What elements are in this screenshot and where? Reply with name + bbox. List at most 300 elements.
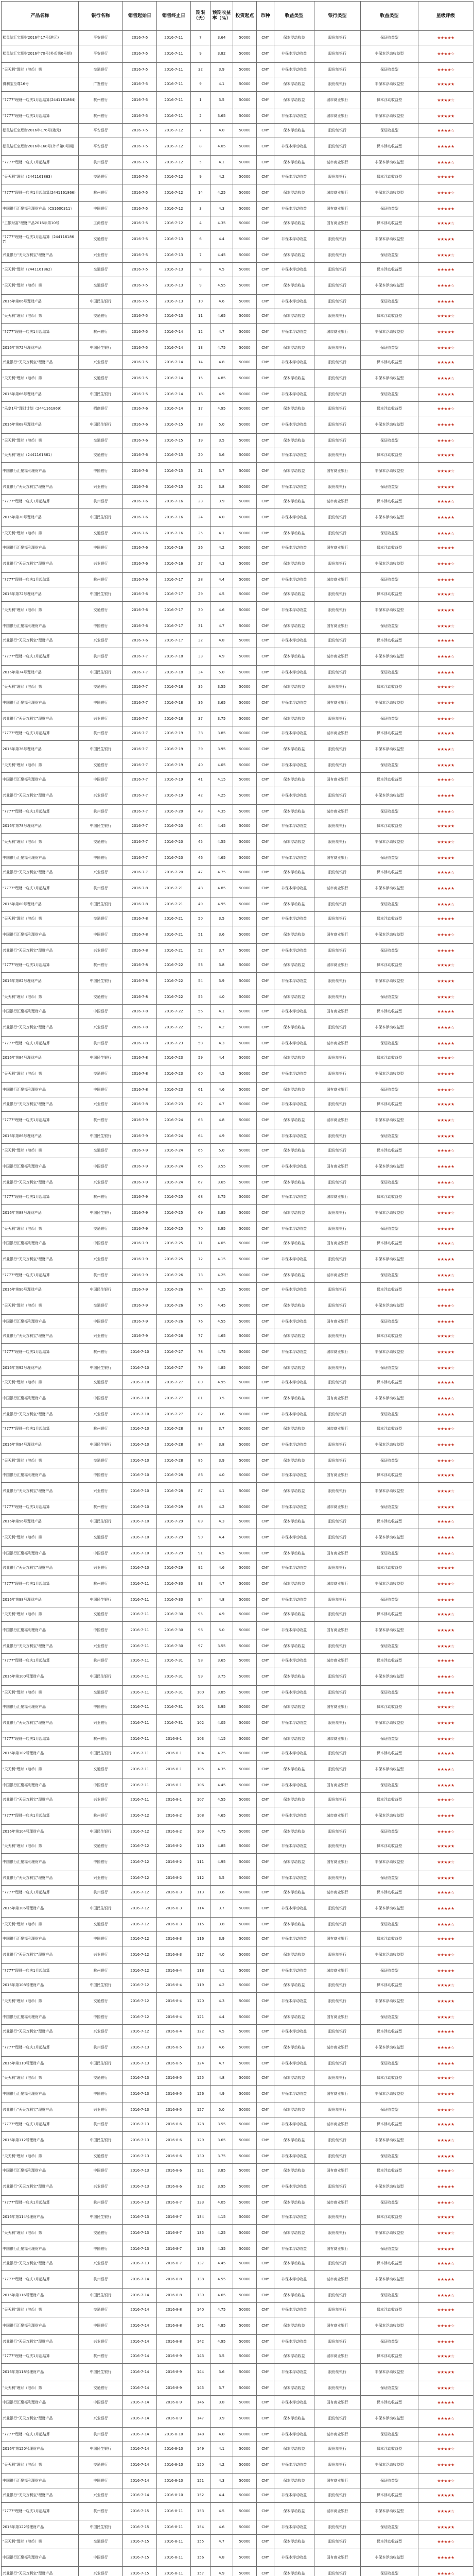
cell-income-type: 非保本浮动收益 — [274, 634, 314, 648]
cell-bank-type: 股份制银行 — [314, 712, 361, 726]
cell-expected-yield: 3.85 — [210, 726, 233, 741]
cell-bank-name: 中国银行 — [79, 1390, 123, 1408]
cell-expected-yield: 4.8 — [210, 634, 233, 648]
cell-expected-yield: 4.2 — [210, 541, 233, 555]
cell-sale-start: 2016-7-8 — [123, 880, 157, 897]
cell-sale-end: 2016-7-22 — [157, 973, 191, 990]
cell-sale-start: 2016-7-12 — [123, 1871, 157, 1886]
cell-term-days: 145 — [191, 2381, 210, 2396]
cell-yield-category: 保本浮动收益型 — [361, 1561, 418, 1575]
cell-star-rating: ★★★★☆ — [418, 619, 473, 634]
cell-sale-start: 2016-7-14 — [123, 2271, 157, 2289]
cell-star-rating: ★★★★☆ — [418, 2039, 473, 2057]
cell-term-days: 155 — [191, 2535, 210, 2549]
cell-income-type: 保本浮动收益 — [274, 2164, 314, 2178]
cell-sale-end: 2016-7-21 — [157, 880, 191, 897]
cell-min-investment: 50000 — [233, 1747, 257, 1761]
cell-income-type: 非保本浮动收益 — [274, 1932, 314, 1946]
cell-min-investment: 50000 — [233, 1686, 257, 1700]
header-bank-name: 银行名称 — [79, 2, 123, 31]
cell-sale-end: 2016-8-11 — [157, 2567, 191, 2576]
cell-sale-end: 2016-7-22 — [157, 990, 191, 1005]
cell-expected-yield: 4.55 — [210, 2271, 233, 2289]
cell-yield-category: 保证收益型 — [361, 851, 418, 866]
cell-sale-end: 2016-7-14 — [157, 355, 191, 370]
cell-sale-end: 2016-8-5 — [157, 2039, 191, 2057]
cell-yield-category: 保证收益型 — [361, 2149, 418, 2164]
cell-expected-yield: 3.9 — [210, 1932, 233, 1946]
cell-sale-start: 2016-7-9 — [123, 1268, 157, 1283]
cell-expected-yield: 4.2 — [210, 1019, 233, 1037]
cell-currency: CNY — [257, 1854, 274, 1871]
cell-currency: CNY — [257, 819, 274, 834]
cell-sale-end: 2016-7-14 — [157, 324, 191, 341]
cell-min-investment: 50000 — [233, 648, 257, 666]
cell-term-days: 37 — [191, 712, 210, 726]
cell-income-type: 保本浮动收益 — [274, 1019, 314, 1037]
table-row — [2, 2086, 473, 2103]
cell-star-rating: ★★★★☆ — [418, 341, 473, 355]
cell-product-name: 2016年第86号理财产品 — [2, 1129, 79, 1144]
cell-bank-type: 股份制银行 — [314, 1593, 361, 1607]
cell-sale-end: 2016-7-18 — [157, 680, 191, 694]
cell-term-days: 80 — [191, 1376, 210, 1390]
cell-bank-type: 股份制银行 — [314, 2303, 361, 2317]
table-row — [2, 1222, 473, 1236]
cell-term-days: 157 — [191, 2567, 210, 2576]
cell-product-name: 中国银行汇聚福利理财产品 — [2, 1315, 79, 1329]
cell-currency: CNY — [257, 990, 274, 1005]
cell-bank-name: 中国民生银行 — [79, 2210, 123, 2225]
cell-expected-yield: 5.0 — [210, 1144, 233, 1158]
cell-currency: CNY — [257, 170, 274, 184]
cell-sale-end: 2016-8-5 — [157, 2086, 191, 2103]
cell-bank-name: 杭州银行 — [79, 184, 123, 202]
cell-expected-yield: 3.75 — [210, 2149, 233, 2164]
cell-min-investment: 50000 — [233, 1993, 257, 2010]
cell-expected-yield: 3.9 — [210, 2410, 233, 2428]
cell-bank-name: 杭州银行 — [79, 1268, 123, 1283]
cell-expected-yield: 4.45 — [210, 819, 233, 834]
cell-sale-start: 2016-7-9 — [123, 1251, 157, 1268]
cell-bank-type: 股份制银行 — [314, 741, 361, 758]
cell-yield-category: 保证收益型 — [361, 1083, 418, 1097]
cell-expected-yield: 4.3 — [210, 1993, 233, 2010]
cell-bank-type: 股份制银行 — [314, 1639, 361, 1654]
cell-sale-end: 2016-8-5 — [157, 2057, 191, 2071]
cell-yield-category: 非保本浮动收益型 — [361, 2271, 418, 2289]
cell-bank-name: 中国银行 — [79, 1778, 123, 1793]
cell-star-rating: ★★★★★ — [418, 2025, 473, 2039]
cell-currency: CNY — [257, 1993, 274, 2010]
cell-bank-type: 国有商业银行 — [314, 1622, 361, 1639]
cell-star-rating: ★★★★★ — [418, 2242, 473, 2257]
cell-bank-name: 中国民生银行 — [79, 387, 123, 402]
cell-bank-type: 国有商业银行 — [314, 1236, 361, 1251]
table-row — [2, 138, 473, 156]
cell-bank-name: 中国银行 — [79, 1854, 123, 1871]
cell-sale-end: 2016-8-7 — [157, 2257, 191, 2271]
cell-product-name: 2016年第68号理财产品 — [2, 416, 79, 434]
cell-min-investment: 50000 — [233, 712, 257, 726]
cell-bank-type: 股份制银行 — [314, 1129, 361, 1144]
cell-expected-yield: 5.0 — [210, 666, 233, 680]
cell-bank-name: 中国民生银行 — [79, 1129, 123, 1144]
cell-bank-type: 城市商业银行 — [314, 1964, 361, 1978]
cell-currency: CNY — [257, 2271, 274, 2289]
cell-product-name: "天天利"理财（港币）第 — [2, 2071, 79, 2086]
cell-bank-type: 股份制银行 — [314, 1686, 361, 1700]
cell-bank-name: 中国银行 — [79, 773, 123, 787]
table-row — [2, 619, 473, 634]
cell-bank-name: 兴业银行 — [79, 248, 123, 263]
cell-bank-type: 股份制银行 — [314, 2381, 361, 2396]
cell-sale-end: 2016-8-2 — [157, 1871, 191, 1886]
cell-expected-yield: 4.3 — [210, 1037, 233, 1051]
cell-product-name: 2016年第66号理财产品 — [2, 387, 79, 402]
cell-sale-end: 2016-7-23 — [157, 1037, 191, 1051]
cell-income-type: 非保本浮动收益 — [274, 170, 314, 184]
cell-bank-type: 股份制银行 — [314, 45, 361, 63]
table-row — [2, 1454, 473, 1468]
cell-currency: CNY — [257, 880, 274, 897]
cell-star-rating: ★★★★★ — [418, 1747, 473, 1761]
cell-product-name: 2016年第102号理财产品 — [2, 1747, 79, 1761]
cell-term-days: 31 — [191, 619, 210, 634]
cell-yield-category: 保证收益型 — [361, 2103, 418, 2117]
cell-expected-yield: 4.1 — [210, 527, 233, 541]
cell-term-days: 76 — [191, 1315, 210, 1329]
cell-product-name: 兴业银行"天天万利宝"理财产品 — [2, 248, 79, 263]
cell-bank-type: 股份制银行 — [314, 602, 361, 619]
cell-sale-end: 2016-7-26 — [157, 1283, 191, 1297]
cell-product-name: "7777"理财一店庆1月起结算 — [2, 1190, 79, 1205]
cell-expected-yield: 4.6 — [210, 2520, 233, 2535]
cell-product-name: "7777"理财一店庆1月起结算 — [2, 1344, 79, 1361]
cell-min-investment: 50000 — [233, 124, 257, 138]
cell-product-name: 中国银行汇聚福利理财产品 — [2, 1158, 79, 1176]
cell-sale-start: 2016-7-13 — [123, 2242, 157, 2257]
cell-term-days: 7 — [191, 248, 210, 263]
cell-bank-name: 杭州银行 — [79, 1964, 123, 1978]
cell-term-days: 123 — [191, 2039, 210, 2057]
cell-expected-yield: 4.25 — [210, 2225, 233, 2242]
table-row — [2, 1946, 473, 1964]
cell-bank-type: 国有商业银行 — [314, 1778, 361, 1793]
table-row — [2, 787, 473, 805]
cell-sale-start: 2016-7-9 — [123, 1112, 157, 1129]
cell-sale-end: 2016-7-16 — [157, 541, 191, 555]
cell-bank-type: 城市商业银行 — [314, 1112, 361, 1129]
cell-min-investment: 50000 — [233, 2210, 257, 2225]
cell-currency: CNY — [257, 694, 274, 712]
cell-product-name: 兴业银行"天天万利宝"理财产品 — [2, 1019, 79, 1037]
cell-min-investment: 50000 — [233, 1329, 257, 1344]
header-sale-end: 销售终止日 — [157, 2, 191, 31]
cell-term-days: 35 — [191, 680, 210, 694]
cell-currency: CNY — [257, 2057, 274, 2071]
cell-expected-yield: 3.55 — [210, 1158, 233, 1176]
cell-min-investment: 50000 — [233, 1190, 257, 1205]
table-row — [2, 202, 473, 216]
cell-currency: CNY — [257, 2442, 274, 2456]
cell-yield-category: 保本浮动收益型 — [361, 1515, 418, 1529]
cell-bank-type: 国有商业银行 — [314, 1468, 361, 1483]
cell-bank-type: 股份制银行 — [314, 1019, 361, 1037]
cell-yield-category: 非保本浮动收益型 — [361, 463, 418, 480]
cell-sale-end: 2016-7-12 — [157, 170, 191, 184]
cell-yield-category: 保本浮动收益型 — [361, 309, 418, 324]
table-row — [2, 1297, 473, 1315]
cell-expected-yield: 4.6 — [210, 2039, 233, 2057]
cell-product-name: 中国银行汇聚福利理财产品 — [2, 2549, 79, 2567]
cell-star-rating: ★★★★★ — [418, 295, 473, 309]
cell-yield-category: 保证收益型 — [361, 805, 418, 819]
cell-income-type: 保本浮动收益 — [274, 1329, 314, 1344]
cell-sale-end: 2016-7-24 — [157, 1144, 191, 1158]
cell-sale-start: 2016-7-11 — [123, 1593, 157, 1607]
cell-product-name: 中国银行汇聚福利理财产品 — [2, 2010, 79, 2025]
cell-bank-type: 国有商业银行 — [314, 1547, 361, 1561]
cell-star-rating: ★★★★★ — [418, 2456, 473, 2474]
cell-currency: CNY — [257, 2178, 274, 2196]
cell-star-rating: ★★★★☆ — [418, 2103, 473, 2117]
cell-currency: CNY — [257, 787, 274, 805]
cell-sale-end: 2016-7-24 — [157, 1158, 191, 1176]
cell-bank-name: 中国民生银行 — [79, 741, 123, 758]
cell-min-investment: 50000 — [233, 324, 257, 341]
cell-bank-type: 股份制银行 — [314, 263, 361, 277]
cell-income-type: 非保本浮动收益 — [274, 1529, 314, 1547]
cell-bank-name: 中国民生银行 — [79, 1051, 123, 1065]
cell-term-days: 7 — [191, 124, 210, 138]
cell-star-rating: ★★★★★ — [418, 1097, 473, 1112]
cell-product-name: 中国银行汇聚福利理财产品 — [2, 2396, 79, 2410]
table-row — [2, 1236, 473, 1251]
cell-income-type: 非保本浮动收益 — [274, 1715, 314, 1732]
cell-currency: CNY — [257, 1112, 274, 1129]
table-row — [2, 2103, 473, 2117]
cell-yield-category: 非保本浮动收益型 — [361, 1946, 418, 1964]
cell-sale-start: 2016-7-5 — [123, 138, 157, 156]
cell-currency: CNY — [257, 1932, 274, 1946]
cell-yield-category: 保证收益型 — [361, 480, 418, 495]
cell-min-investment: 50000 — [233, 1037, 257, 1051]
cell-expected-yield: 3.64 — [210, 31, 233, 45]
cell-yield-category: 保本浮动收益型 — [361, 2164, 418, 2178]
cell-income-type: 非保本浮动收益 — [274, 1900, 314, 1918]
cell-sale-start: 2016-7-10 — [123, 1361, 157, 1376]
cell-sale-start: 2016-7-5 — [123, 309, 157, 324]
cell-product-name: "7777"理财一店庆1月起结算 — [2, 2349, 79, 2364]
cell-bank-name: 兴业银行 — [79, 1408, 123, 1422]
cell-bank-type: 国有商业银行 — [314, 1083, 361, 1097]
cell-expected-yield: 3.5 — [210, 434, 233, 448]
cell-sale-start: 2016-7-5 — [123, 216, 157, 231]
cell-term-days: 64 — [191, 1129, 210, 1144]
cell-star-rating: ★★★★☆ — [418, 587, 473, 602]
cell-star-rating: ★★★★★ — [418, 541, 473, 555]
cell-min-investment: 50000 — [233, 1807, 257, 1825]
cell-currency: CNY — [257, 355, 274, 370]
cell-bank-name: 交通银行 — [79, 912, 123, 926]
cell-term-days: 55 — [191, 990, 210, 1005]
cell-income-type: 非保本浮动收益 — [274, 2335, 314, 2349]
cell-bank-name: 杭州银行 — [79, 573, 123, 587]
cell-income-type: 非保本浮动收益 — [274, 1871, 314, 1886]
cell-yield-category: 非保本浮动收益型 — [361, 1158, 418, 1176]
cell-yield-category: 保本浮动收益型 — [361, 819, 418, 834]
cell-sale-start: 2016-7-11 — [123, 1622, 157, 1639]
cell-min-investment: 50000 — [233, 1854, 257, 1871]
cell-min-investment: 50000 — [233, 587, 257, 602]
cell-yield-category: 保本浮动收益型 — [361, 1468, 418, 1483]
cell-sale-start: 2016-7-8 — [123, 912, 157, 926]
cell-yield-category: 保本浮动收益型 — [361, 2257, 418, 2271]
cell-expected-yield: 3.7 — [210, 944, 233, 958]
cell-bank-type: 股份制银行 — [314, 77, 361, 92]
cell-star-rating: ★★★★☆ — [418, 2289, 473, 2303]
cell-yield-category: 保证收益型 — [361, 527, 418, 541]
cell-star-rating: ★★★★☆ — [418, 958, 473, 973]
cell-bank-type: 股份制银行 — [314, 758, 361, 773]
cell-star-rating: ★★★★★ — [418, 1715, 473, 1732]
cell-currency: CNY — [257, 1946, 274, 1964]
cell-bank-type: 城市商业银行 — [314, 805, 361, 819]
cell-min-investment: 50000 — [233, 2164, 257, 2178]
cell-yield-category: 非保本浮动收益型 — [361, 1436, 418, 1454]
cell-bank-type: 国有商业银行 — [314, 694, 361, 712]
cell-sale-start: 2016-7-14 — [123, 2381, 157, 2396]
cell-expected-yield: 4.0 — [210, 1468, 233, 1483]
cell-product-name: 中国银行汇聚福利理财产品 — [2, 1932, 79, 1946]
cell-sale-end: 2016-8-4 — [157, 1978, 191, 1993]
cell-sale-end: 2016-7-29 — [157, 1515, 191, 1529]
table-row — [2, 2225, 473, 2242]
cell-product-name: 2016年第108号理财产品 — [2, 1978, 79, 1993]
cell-sale-end: 2016-7-15 — [157, 416, 191, 434]
cell-star-rating: ★★★★★ — [418, 109, 473, 124]
cell-sale-end: 2016-7-27 — [157, 1344, 191, 1361]
cell-min-investment: 50000 — [233, 1732, 257, 1747]
cell-income-type: 保本浮动收益 — [274, 2567, 314, 2576]
cell-term-days: 126 — [191, 2086, 210, 2103]
cell-product-name: 2016年第80号理财产品 — [2, 897, 79, 912]
cell-term-days: 90 — [191, 1529, 210, 1547]
cell-min-investment: 50000 — [233, 2520, 257, 2535]
cell-bank-type: 股份制银行 — [314, 170, 361, 184]
cell-income-type: 非保本浮动收益 — [274, 109, 314, 124]
cell-expected-yield: 4.0 — [210, 124, 233, 138]
cell-bank-type: 股份制银行 — [314, 1668, 361, 1686]
cell-sale-end: 2016-8-1 — [157, 1747, 191, 1761]
cell-expected-yield: 3.8 — [210, 480, 233, 495]
cell-term-days: 47 — [191, 866, 210, 880]
cell-sale-end: 2016-7-22 — [157, 1019, 191, 1037]
cell-expected-yield: 3.5 — [210, 92, 233, 109]
cell-currency: CNY — [257, 1454, 274, 1468]
cell-bank-type: 城市商业银行 — [314, 2196, 361, 2210]
cell-sale-start: 2016-7-8 — [123, 958, 157, 973]
cell-bank-name: 杭州银行 — [79, 2428, 123, 2442]
cell-bank-name: 杭州银行 — [79, 1112, 123, 1129]
cell-product-name: "天天利"理财（港币）第 — [2, 277, 79, 295]
cell-expected-yield: 4.7 — [210, 2535, 233, 2549]
cell-bank-name: 中国民生银行 — [79, 1668, 123, 1686]
cell-expected-yield: 4.45 — [210, 2257, 233, 2271]
cell-yield-category: 保本浮动收益型 — [361, 1978, 418, 1993]
cell-star-rating: ★★★★★ — [418, 2057, 473, 2071]
cell-income-type: 非保本浮动收益 — [274, 2549, 314, 2567]
table-row — [2, 2317, 473, 2335]
cell-term-days: 14 — [191, 355, 210, 370]
cell-min-investment: 50000 — [233, 2289, 257, 2303]
cell-income-type: 保本浮动收益 — [274, 1205, 314, 1222]
cell-expected-yield: 4.7 — [210, 1575, 233, 1593]
cell-bank-type: 城市商业银行 — [314, 156, 361, 170]
cell-sale-end: 2016-8-10 — [157, 2442, 191, 2456]
cell-bank-type: 股份制银行 — [314, 124, 361, 138]
cell-bank-type: 国有商业银行 — [314, 2242, 361, 2257]
cell-product-name: "天天利"理财（港币）第 — [2, 1222, 79, 1236]
cell-product-name: "7777"理财一店庆1月起结算 — [2, 2428, 79, 2442]
cell-expected-yield: 3.75 — [210, 712, 233, 726]
cell-term-days: 22 — [191, 480, 210, 495]
cell-income-type: 保本浮动收益 — [274, 2503, 314, 2520]
cell-income-type: 保本浮动收益 — [274, 648, 314, 666]
cell-term-days: 38 — [191, 726, 210, 741]
cell-product-name: "7777"理财一店庆1月起结算 — [2, 2117, 79, 2132]
cell-bank-name: 交通银行 — [79, 2303, 123, 2317]
cell-yield-category: 保本浮动收益型 — [361, 773, 418, 787]
cell-bank-type: 股份制银行 — [314, 1918, 361, 1932]
cell-min-investment: 50000 — [233, 1668, 257, 1686]
cell-sale-start: 2016-7-6 — [123, 402, 157, 416]
cell-bank-type: 股份制银行 — [314, 1978, 361, 1993]
cell-bank-type: 股份制银行 — [314, 387, 361, 402]
cell-term-days: 95 — [191, 1607, 210, 1622]
cell-expected-yield: 4.65 — [210, 309, 233, 324]
cell-bank-type: 股份制银行 — [314, 1361, 361, 1376]
cell-product-name: 兴业银行"天天万利宝"理财产品 — [2, 1097, 79, 1112]
cell-bank-type: 城市商业银行 — [314, 1654, 361, 1668]
cell-expected-yield: 3.7 — [210, 1900, 233, 1918]
cell-star-rating: ★★★★☆ — [418, 1144, 473, 1158]
cell-currency: CNY — [257, 63, 274, 77]
table-row — [2, 1761, 473, 1778]
table-row — [2, 2442, 473, 2456]
cell-term-days: 114 — [191, 1900, 210, 1918]
cell-expected-yield: 3.5 — [210, 912, 233, 926]
cell-bank-type: 股份制银行 — [314, 295, 361, 309]
cell-expected-yield: 4.2 — [210, 170, 233, 184]
cell-sale-end: 2016-7-19 — [157, 787, 191, 805]
cell-currency: CNY — [257, 1807, 274, 1825]
cell-sale-end: 2016-8-3 — [157, 1946, 191, 1964]
cell-term-days: 58 — [191, 1037, 210, 1051]
cell-income-type: 保本浮动收益 — [274, 2103, 314, 2117]
cell-bank-name: 杭州银行 — [79, 324, 123, 341]
cell-bank-type: 股份制银行 — [314, 819, 361, 834]
cell-star-rating: ★★★★★ — [418, 973, 473, 990]
cell-product-name: "天天利"理财（港币）第 — [2, 527, 79, 541]
cell-bank-name: 交通银行 — [79, 1065, 123, 1083]
cell-currency: CNY — [257, 726, 274, 741]
cell-income-type: 非保本浮动收益 — [274, 787, 314, 805]
table-row — [2, 170, 473, 184]
cell-min-investment: 50000 — [233, 1978, 257, 1993]
cell-min-investment: 50000 — [233, 387, 257, 402]
